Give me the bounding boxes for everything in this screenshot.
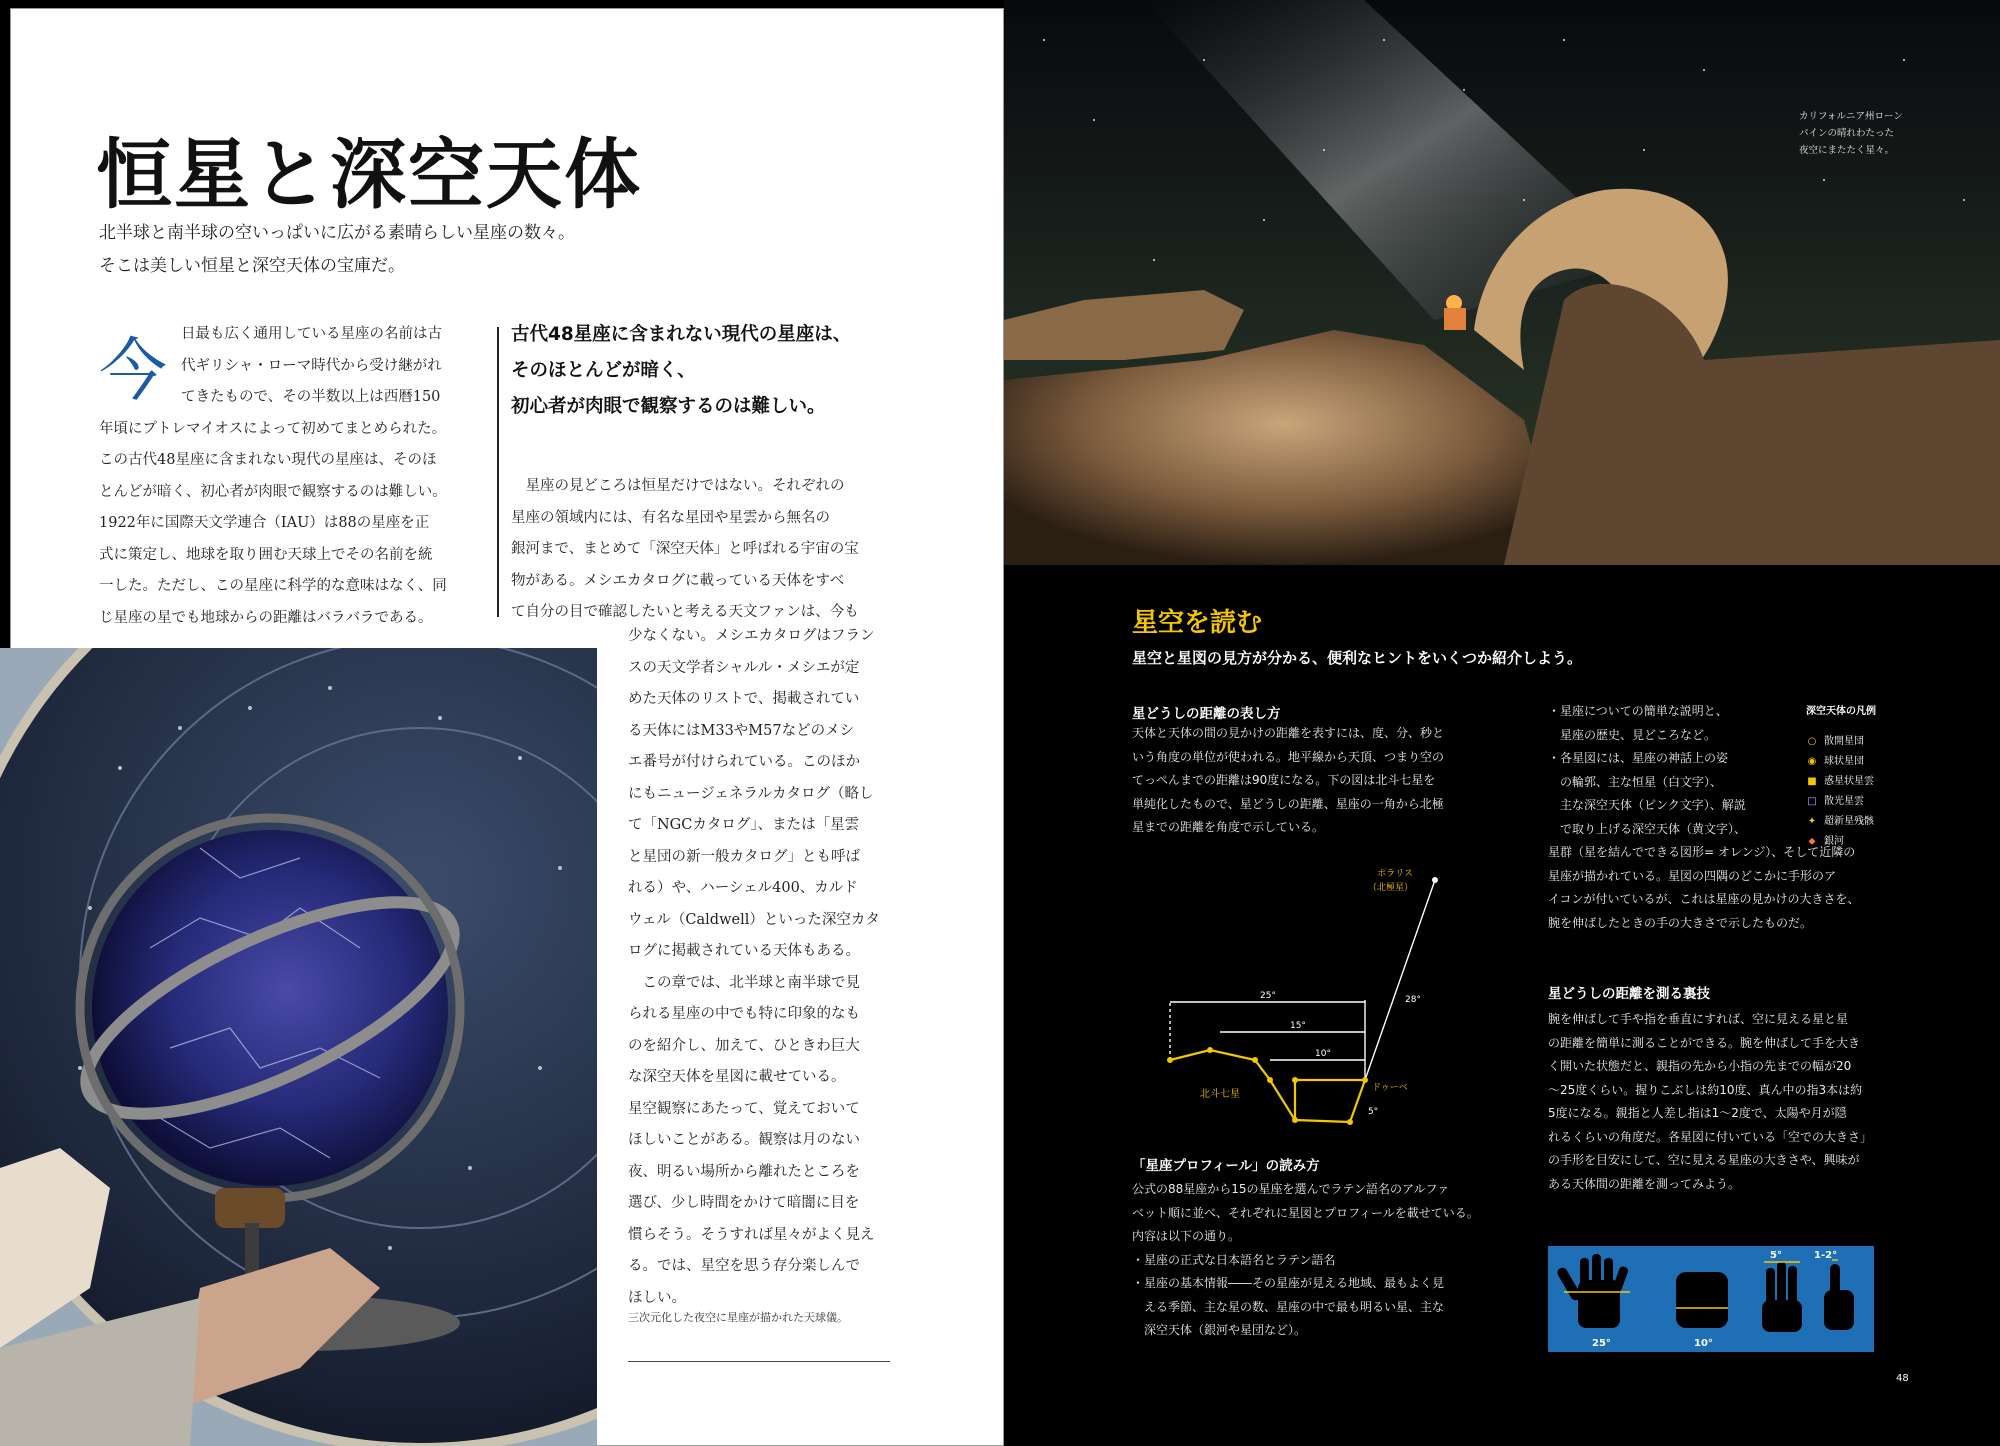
- legend-heading: 深空天体の凡例: [1806, 706, 1876, 717]
- big-dipper-diagram: [1160, 860, 1480, 1130]
- label-polaris: ポラリス: [1377, 869, 1413, 879]
- profile-text: [1132, 1178, 1512, 1343]
- text-line: にもニュージェネラルカタログ（略し: [628, 785, 874, 802]
- text-line: 星空観察にあたって、覚えておいて: [628, 1100, 860, 1117]
- text-line: ・星座の正式な日本語名とラテン語名: [1132, 1252, 1336, 1267]
- text-line: 星座の見どころは恒星だけではない。それぞれの: [511, 478, 845, 494]
- heading-profile: 「星座プロフィール」の読み方: [1132, 1158, 1320, 1174]
- legend-label: 散開星団: [1824, 736, 1864, 747]
- drop-cap: 今: [99, 332, 168, 411]
- section-subtitle: 星空と星図の見方が分かる、便利なヒントをいくつか紹介しよう。: [1132, 649, 1583, 667]
- hand-measure-text: [1548, 1008, 1928, 1196]
- text-line: ベット順に並べ、それぞれに星図とプロフィールを載せている。: [1132, 1205, 1479, 1220]
- body-column-1: [99, 319, 479, 634]
- legend-label: 球状星団: [1824, 756, 1864, 767]
- hand-label-1-2: 1-2°: [1814, 1250, 1838, 1261]
- text-line: で取り上げる深空天体（黄文字）、: [1548, 821, 1747, 836]
- text-line: めた天体のリストで、掲載されてい: [628, 691, 860, 707]
- legend-item: [1806, 812, 1876, 832]
- text-line: 物がある。メシエカタログに載っている天体をすべ: [511, 572, 845, 589]
- globular-cluster-icon: ◉: [1807, 756, 1817, 767]
- label-angle-10: 10°: [1315, 1049, 1331, 1059]
- text-line: ほしい。: [628, 1289, 686, 1306]
- legend-item: [1806, 752, 1876, 772]
- label-polaris-sub: （北極星）: [1367, 883, 1413, 893]
- text-line: イコンが付いているが、これは星座の見かけの大きさを、: [1548, 892, 1860, 906]
- text-line: と星団の新一般カタログ」とも呼ば: [628, 848, 860, 865]
- text-line: える季節、主な星の数、星座の中で最も明るい星、主な: [1132, 1299, 1445, 1314]
- text-line: 銀河まで、まとめて「深空天体」と呼ばれる宇宙の宝: [511, 541, 859, 557]
- text-line: 星までの距離を角度で示している。: [1132, 820, 1325, 834]
- thumb-icon: [1824, 1264, 1854, 1330]
- legend-label: 散光星雲: [1824, 796, 1864, 807]
- text-line: ・星座についての簡単な説明と、: [1548, 704, 1728, 718]
- open-hand-icon: [1556, 1254, 1629, 1328]
- lead-line: そこは美しい恒星と深空天体の宝庫だ。: [99, 256, 405, 276]
- text-line: 1922年に国際天文学連合（IAU）は88の星座を正: [99, 515, 430, 531]
- text-line: 夜、明るい場所から離れたところを: [628, 1163, 860, 1180]
- text-line: 公式の88星座から15の星座を選んでラテン語名のアルファ: [1132, 1182, 1450, 1196]
- legend-item: [1806, 832, 1876, 852]
- text-line: てっぺんまでの距離は90度になる。下の図は北斗七星を: [1132, 773, 1436, 787]
- text-line: のを紹介し、加えて、ひときわ巨大: [628, 1037, 860, 1054]
- text-line: ログに掲載されている天体もある。: [628, 943, 860, 959]
- pull-quote-line: 初心者が肉眼で観察するのは難しい。: [511, 396, 826, 417]
- hand-label-25: 25°: [1592, 1338, 1611, 1349]
- planetary-nebula-icon: ■: [1807, 776, 1817, 787]
- heading-hand-measure: 星どうしの距離を測る裏技: [1548, 986, 1710, 1002]
- text-line: 星座の領域内には、有名な星団や星雲から無名の: [511, 509, 830, 526]
- text-line: 星座の歴史、見どころなど。: [1548, 727, 1717, 742]
- legend-item: [1806, 792, 1876, 812]
- caption-rule: [628, 1361, 890, 1362]
- text-line: てきたもので、その半数以上は西暦150: [181, 389, 441, 405]
- pull-quote: [511, 317, 931, 425]
- text-line: 星群（星を結んでできる図形= オレンジ）、そして近隣の: [1548, 845, 1856, 859]
- text-line: 主な深空天体（ピンク文字）、解説: [1548, 798, 1746, 812]
- hand-label-5: 5°: [1770, 1250, 1782, 1261]
- label-big-dipper: 北斗七星: [1200, 1089, 1240, 1100]
- text-line: 腕を伸ばして手や指を垂直にすれば、空に見える星と星: [1548, 1012, 1849, 1026]
- text-line: ・各星図には、星座の神話上の姿: [1548, 751, 1729, 765]
- text-line: 天体と天体の間の見かけの距離を表すには、度、分、秒と: [1132, 726, 1445, 740]
- text-line: る天体にはM33やM57などのメシ: [628, 722, 855, 739]
- text-line: ある天体間の距離を測ってみよう。: [1548, 1176, 1741, 1191]
- star-distance-text: [1132, 722, 1492, 840]
- text-line: 5度になる。親指と人差し指は1～2度で、太陽や月が隠: [1548, 1106, 1847, 1120]
- text-line: て「NGCカタログ」、または「星雲: [628, 817, 860, 833]
- pull-quote-line: そのほとんどが暗く、: [511, 360, 696, 381]
- lead-paragraph: [99, 217, 699, 283]
- text-line: ・星座の基本情報――その星座が見える地域、最もよく見: [1132, 1276, 1445, 1290]
- label-dubhe: ドゥーベ: [1372, 1083, 1408, 1093]
- supernova-remnant-icon: ✦: [1807, 816, 1817, 827]
- three-fingers-icon: [1762, 1262, 1802, 1332]
- globe-caption: 三次元化した夜空に星座が描かれた天球儀。: [628, 1311, 848, 1324]
- text-line: スの天文学者シャルル・メシエが定: [628, 659, 860, 676]
- section-title: 星空を読む: [1132, 608, 1263, 638]
- caption-line: 夜空にまたたく星々。: [1799, 145, 1895, 156]
- text-line: 星座が描かれている。星図の四隅のどこかに手形のア: [1548, 868, 1837, 883]
- label-angle-25: 25°: [1260, 991, 1276, 1001]
- diffuse-nebula-icon: □: [1807, 796, 1817, 807]
- pull-quote-line: 古代48星座に含まれない現代の星座は、: [511, 324, 852, 345]
- hand-measure-panel: [1548, 1246, 1874, 1352]
- caption-line: パインの晴れわたった: [1799, 128, 1895, 139]
- text-line: の輪郭、主な恒星（白文字）、: [1548, 774, 1723, 789]
- body-column-3: [628, 621, 890, 1314]
- text-line: この章では、北半球と南半球で見: [628, 974, 860, 991]
- legend-item: [1806, 772, 1876, 792]
- text-line: な深空天体を星図に載せている。: [628, 1069, 846, 1085]
- label-angle-28: 28°: [1405, 995, 1421, 1005]
- text-line: 単純化したもので、星どうしの距離、星座の一角から北極: [1132, 796, 1444, 811]
- text-line: じ星座の星でも地球からの距離はバラバラである。: [99, 609, 433, 626]
- legend-label: 銀河: [1824, 836, 1844, 847]
- text-line: 一した。ただし、この星座に科学的な意味はなく、同: [99, 578, 447, 594]
- text-line: の手形を目安にして、空に見える星座の大きさや、興味が: [1548, 1153, 1860, 1167]
- text-line: いう角度の単位が使われる。地平線から天頂、つまり空の: [1132, 749, 1445, 764]
- label-angle-5: 5°: [1368, 1107, 1379, 1117]
- text-line: ほしいことがある。観察は月のない: [628, 1132, 860, 1148]
- celestial-globe-photo: [0, 648, 597, 1446]
- text-line: て自分の目で確認したいと考える天文ファンは、今も: [511, 604, 859, 620]
- legend-label: 超新星残骸: [1824, 816, 1874, 827]
- pull-quote-rule: [497, 327, 499, 617]
- text-line: く開いた状態だと、親指の先から小指の先までの幅が20: [1548, 1059, 1852, 1073]
- body-column-2: [511, 471, 891, 629]
- text-line: ウェル（Caldwell）といった深空カタ: [628, 911, 880, 928]
- night-sky-arch-photo: [1004, 0, 2000, 565]
- text-line: れるくらいの角度だ。各星図に付いている「空での大きさ」: [1548, 1129, 1873, 1144]
- text-line: 年頃にプトレマイオスによって初めてまとめられた。: [99, 420, 447, 437]
- page-number: 48: [1896, 1373, 1909, 1384]
- fist-icon: [1676, 1272, 1728, 1328]
- text-line: 深空天体（銀河や星団など）。: [1132, 1323, 1307, 1337]
- legend-item: [1806, 732, 1876, 752]
- text-line: 腕を伸ばしたときの手の大きさで示したものだ。: [1548, 915, 1813, 930]
- text-line: 代ギリシャ・ローマ時代から受け継がれ: [181, 357, 442, 374]
- text-line: 式に策定し、地球を取り囲む天球上でその名前を統: [99, 546, 433, 563]
- text-line: とんどが暗く、初心者が肉眼で観察するのは難しい。: [99, 483, 447, 500]
- open-cluster-icon: ○: [1807, 736, 1817, 747]
- text-line: 慣らそう。そうすれば星々がよく見え: [628, 1226, 875, 1243]
- text-line: られる星座の中でも特に印象的なも: [628, 1006, 860, 1022]
- heading-star-distance: 星どうしの距離の表し方: [1132, 706, 1281, 722]
- text-line: 日最も広く通用している星座の名前は古: [181, 326, 443, 342]
- text-line: 内容は以下の通り。: [1132, 1229, 1241, 1243]
- deep-sky-legend: [1806, 702, 1876, 852]
- text-line: る。では、星空を思う存分楽しんで: [628, 1258, 860, 1274]
- lead-line: 北半球と南半球の空いっぱいに広がる素晴らしい星座の数々。: [99, 223, 575, 243]
- caption-line: カリフォルニア州ローン: [1799, 111, 1903, 122]
- text-line: 少なくない。メシエカタログはフラン: [628, 628, 875, 644]
- page-title: 恒星と深空天体: [96, 130, 642, 219]
- text-line: の距離を簡単に測ることができる。腕を伸ばして手を大き: [1548, 1035, 1861, 1050]
- text-line: 選び、少し時間をかけて暗闇に目を: [628, 1195, 860, 1211]
- col3-text: [628, 621, 890, 1314]
- text-line: この古代48星座に含まれない現代の星座は、そのほ: [99, 452, 437, 468]
- galaxy-icon: ⬥: [1808, 836, 1816, 847]
- night-photo-caption: [1799, 108, 1949, 159]
- legend-label: 惑星状星雲: [1824, 776, 1874, 787]
- text-line: れる）や、ハーシェル400、カルド: [628, 880, 858, 896]
- text-line: エ番号が付けられている。このほか: [628, 754, 860, 770]
- label-angle-15: 15°: [1290, 1021, 1306, 1031]
- text-line: ～25度くらい。握りこぶしは約10度、真ん中の指3本は約: [1548, 1082, 1863, 1097]
- hand-label-10: 10°: [1694, 1338, 1713, 1349]
